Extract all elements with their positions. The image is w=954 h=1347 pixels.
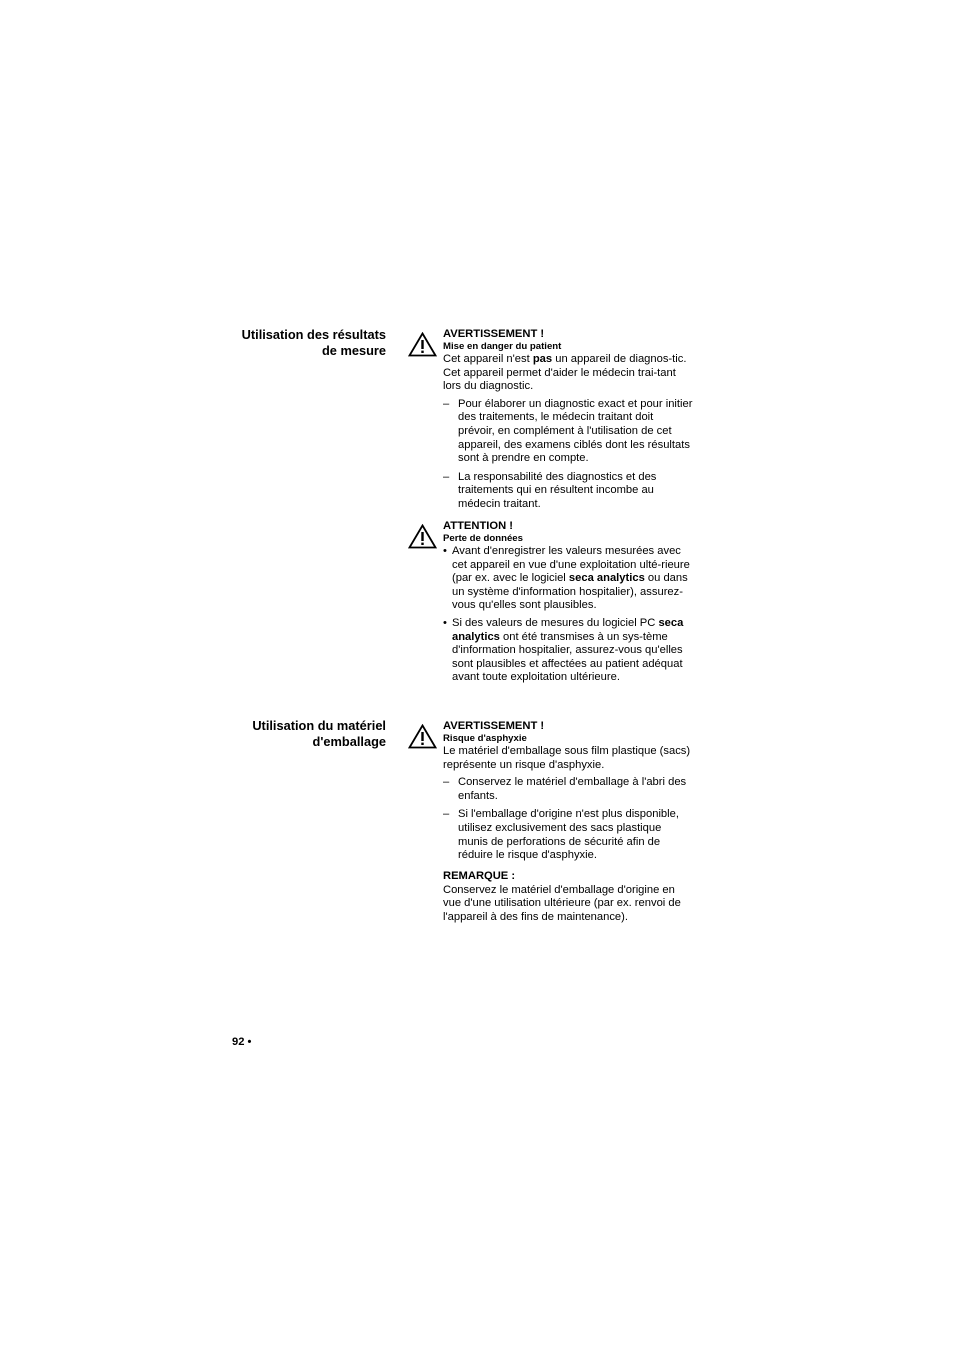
warning-subtitle: Mise en danger du patient (443, 341, 562, 352)
warning-title: AVERTISSEMENT ! (443, 328, 545, 340)
list-item: – Pour élaborer un diagnostic exact et pour initier des traitements, le médecin traitant doit prévoir, en complément à l'utilisation de cet appareil, des examens ciblés dont les résultats sont à prendre en compte. (443, 398, 693, 466)
page-number: 92 • (232, 1036, 252, 1048)
warning-intro: Cet appareil n'est pas un appareil de diagnos-tic. Cet appareil permet d'aider le médecin trai-tant lors du diagnostic. (443, 353, 687, 393)
warning-intro: Le matériel d'emballage sous film plastique (sacs) représente un risque d'asphyxie. (443, 745, 691, 771)
warning-triangle-icon (408, 724, 437, 749)
caution-title: ATTENTION ! (443, 520, 514, 532)
caution-bullet-list (443, 545, 693, 685)
warning-subtitle: Risque d'asphyxie (443, 733, 527, 744)
warning-dash-list (443, 776, 693, 863)
section-heading-packaging: Utilisation du matériel d'emballage (252, 718, 386, 749)
caution-subtitle: Perte de données (443, 533, 523, 544)
warning-triangle-icon (408, 524, 437, 549)
list-item: – La responsabilité des diagnostics et des traitements qui en résultent incombe au médecin traitant. (443, 471, 693, 512)
warning-dash-list (443, 398, 693, 512)
list-item: • Si des valeurs de mesures du logiciel PC seca analytics ont été transmises à un sys-tème d'information hospitalier, assurez-vous qu'elles sont plausibles et affectées au patient adéquat avant toute exploitation ultérieure. (443, 617, 693, 685)
note-text: Conservez le matériel d'emballage d'origine en vue d'une utilisation ultérieure (par ex. renvoi de l'appareil à des fins de maintenance). (443, 883, 681, 923)
warning-title: AVERTISSEMENT ! (443, 720, 545, 732)
list-item: • Avant d'enregistrer les valeurs mesurées avec cet appareil en vue d'une exploitation ulté-rieure (par ex. avec le logiciel seca analytics ou dans un système d'information hospitalier), assurez-vous qu'elles sont plausibles. (443, 545, 693, 613)
warning-triangle-icon (408, 332, 437, 357)
list-item: – Conservez le matériel d'emballage à l'abri des enfants. (443, 776, 693, 803)
list-item: – Si l'emballage d'origine n'est plus disponible, utilisez exclusivement des sacs plastique munis de perforations de sécurité afin de réduire le risque d'asphyxie. (443, 808, 693, 862)
section-heading-measurement-results: Utilisation des résultats de mesure (241, 327, 386, 358)
note-title: REMARQUE : (443, 869, 516, 882)
